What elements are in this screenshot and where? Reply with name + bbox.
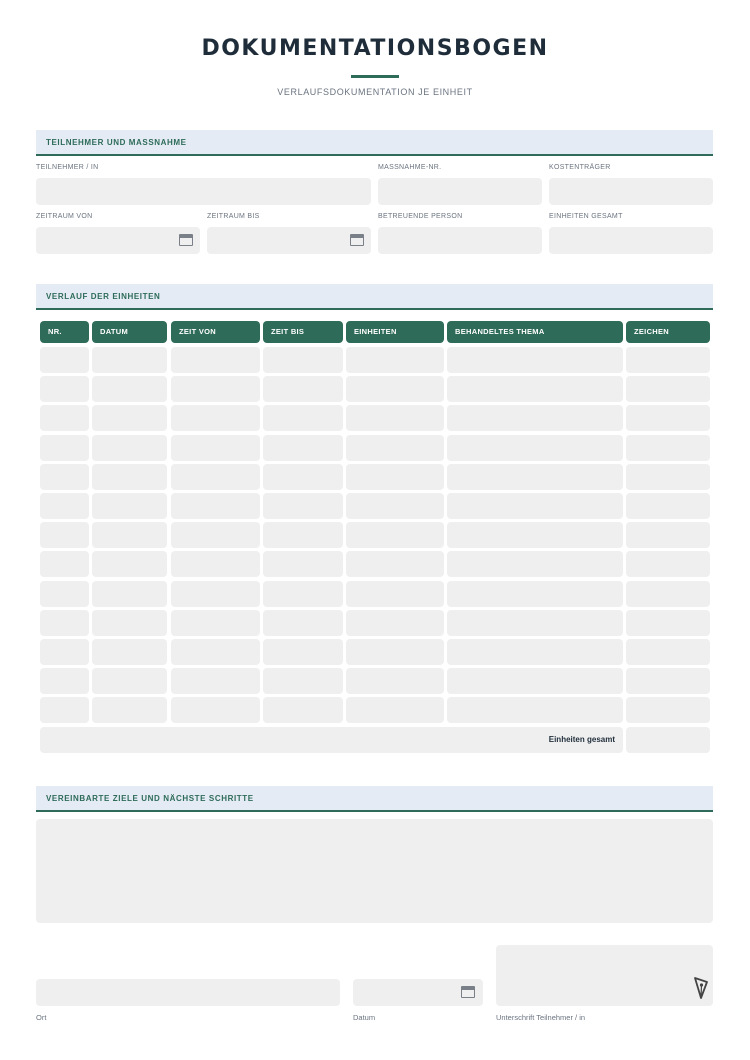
table-cell[interactable] (263, 464, 343, 490)
table-cell[interactable] (92, 435, 167, 461)
table-cell[interactable] (263, 581, 343, 607)
table-cell[interactable] (92, 551, 167, 577)
title-underline (351, 75, 399, 78)
column-header-topic: BEHANDELTES THEMA (447, 321, 623, 343)
column-header-time-from: ZEIT VON (171, 321, 260, 343)
table-cell[interactable] (346, 405, 444, 431)
table-cell[interactable] (263, 493, 343, 519)
table-cell[interactable] (171, 493, 260, 519)
table-cell[interactable] (92, 493, 167, 519)
table-cell[interactable] (626, 668, 710, 694)
table-cell[interactable] (40, 493, 89, 519)
units-total-cell[interactable] (626, 727, 710, 753)
table-cell[interactable] (626, 493, 710, 519)
table-cell[interactable] (40, 697, 89, 723)
cost-bearer-label: KOSTENTRÄGER (549, 164, 611, 171)
table-cell[interactable] (447, 551, 623, 577)
table-cell[interactable] (40, 347, 89, 373)
period-to-field[interactable] (207, 227, 371, 254)
table-cell[interactable] (626, 697, 710, 723)
table-cell[interactable] (92, 668, 167, 694)
units-total-label: EINHEITEN GESAMT (549, 213, 623, 220)
table-cell[interactable] (626, 581, 710, 607)
table-cell[interactable] (447, 435, 623, 461)
table-cell[interactable] (346, 435, 444, 461)
table-cell[interactable] (171, 522, 260, 548)
calendar-icon[interactable] (350, 234, 364, 246)
table-cell[interactable] (40, 639, 89, 665)
table-cell[interactable] (171, 697, 260, 723)
table-cell[interactable] (92, 610, 167, 636)
table-cell[interactable] (626, 610, 710, 636)
table-cell[interactable] (263, 610, 343, 636)
table-cell[interactable] (447, 493, 623, 519)
period-from-label: ZEITRAUM VON (36, 213, 93, 220)
table-cell[interactable] (92, 522, 167, 548)
supervisor-field[interactable] (378, 227, 542, 254)
table-cell[interactable] (626, 405, 710, 431)
table-cell[interactable] (626, 464, 710, 490)
table-cell[interactable] (263, 435, 343, 461)
table-cell[interactable] (92, 639, 167, 665)
table-cell[interactable] (346, 522, 444, 548)
table-cell[interactable] (626, 435, 710, 461)
table-cell[interactable] (263, 551, 343, 577)
pen-icon (693, 976, 709, 1000)
column-header-initials: ZEICHEN (626, 321, 710, 343)
page-subtitle: VERLAUFSDOKUMENTATION JE EINHEIT (277, 87, 473, 97)
table-cell[interactable] (40, 581, 89, 607)
goals-textarea[interactable] (36, 819, 713, 923)
table-cell[interactable] (171, 405, 260, 431)
table-cell[interactable] (171, 347, 260, 373)
table-cell[interactable] (346, 493, 444, 519)
cost-bearer-field[interactable] (549, 178, 713, 205)
section-header-progress: VERLAUF DER EINHEITEN (36, 284, 713, 310)
table-cell[interactable] (346, 551, 444, 577)
table-cell[interactable] (263, 522, 343, 548)
table-cell[interactable] (92, 405, 167, 431)
signature-label: Unterschrift Teilnehmer / in (496, 1013, 586, 1022)
table-cell[interactable] (40, 464, 89, 490)
table-cell[interactable] (346, 464, 444, 490)
table-cell[interactable] (447, 610, 623, 636)
table-cell[interactable] (346, 610, 444, 636)
table-cell[interactable] (40, 610, 89, 636)
table-cell[interactable] (171, 376, 260, 402)
table-cell[interactable] (171, 435, 260, 461)
table-cell[interactable] (263, 697, 343, 723)
table-cell[interactable] (346, 639, 444, 665)
table-cell[interactable] (346, 581, 444, 607)
table-cell[interactable] (92, 697, 167, 723)
table-cell[interactable] (171, 668, 260, 694)
date-label: Datum (353, 1013, 376, 1022)
table-cell[interactable] (626, 522, 710, 548)
table-cell[interactable] (171, 581, 260, 607)
signature-field[interactable] (496, 945, 713, 1006)
table-cell[interactable] (263, 347, 343, 373)
table-cell[interactable] (447, 522, 623, 548)
table-cell[interactable] (346, 668, 444, 694)
column-header-units: EINHEITEN (346, 321, 444, 343)
table-cell[interactable] (92, 347, 167, 373)
period-to-label: ZEITRAUM BIS (207, 213, 260, 220)
table-cell[interactable] (40, 435, 89, 461)
table-cell[interactable] (263, 405, 343, 431)
table-cell[interactable] (447, 668, 623, 694)
table-cell[interactable] (171, 610, 260, 636)
measure-no-label: MASSNAHME-NR. (378, 164, 442, 171)
table-cell[interactable] (447, 581, 623, 607)
table-cell[interactable] (626, 376, 710, 402)
section-header-goals: VEREINBARTE ZIELE UND NÄCHSTE SCHRITTE (36, 786, 713, 812)
table-cell[interactable] (447, 405, 623, 431)
period-from-field[interactable] (36, 227, 200, 254)
table-cell[interactable] (447, 464, 623, 490)
participant-field[interactable] (36, 178, 371, 205)
table-cell[interactable] (171, 464, 260, 490)
table-cell[interactable] (447, 347, 623, 373)
table-cell[interactable] (346, 376, 444, 402)
table-cell[interactable] (92, 376, 167, 402)
table-cell[interactable] (263, 376, 343, 402)
place-label: Ort (36, 1013, 47, 1022)
date-field[interactable] (353, 979, 483, 1006)
table-cell[interactable] (626, 347, 710, 373)
table-cell[interactable] (40, 405, 89, 431)
table-cell[interactable] (626, 639, 710, 665)
table-cell[interactable] (447, 376, 623, 402)
column-header-nr: NR. (40, 321, 89, 343)
calendar-icon[interactable] (461, 986, 475, 998)
table-cell[interactable] (626, 551, 710, 577)
table-cell[interactable] (92, 581, 167, 607)
page-title: DOKUMENTATIONSBOGEN (201, 36, 549, 61)
section-header-participant: TEILNEHMER UND MASSNAHME (36, 130, 713, 156)
table-cell[interactable] (447, 639, 623, 665)
table-cell[interactable] (92, 464, 167, 490)
column-header-time-to: ZEIT BIS (263, 321, 343, 343)
table-cell[interactable] (447, 697, 623, 723)
measure-no-field[interactable] (378, 178, 542, 205)
table-cell[interactable] (171, 551, 260, 577)
table-cell[interactable] (263, 668, 343, 694)
table-cell[interactable] (40, 376, 89, 402)
table-cell[interactable] (346, 347, 444, 373)
calendar-icon[interactable] (179, 234, 193, 246)
table-cell[interactable] (40, 551, 89, 577)
table-cell[interactable] (40, 668, 89, 694)
supervisor-label: BETREUENDE PERSON (378, 213, 463, 220)
table-cell[interactable] (40, 522, 89, 548)
units-total-field[interactable] (549, 227, 713, 254)
column-header-date: DATUM (92, 321, 167, 343)
table-cell[interactable] (263, 639, 343, 665)
place-field[interactable] (36, 979, 340, 1006)
table-cell[interactable] (171, 639, 260, 665)
table-cell[interactable] (346, 697, 444, 723)
participant-label: TEILNEHMER / IN (36, 164, 99, 171)
units-total-row: Einheiten gesamt (40, 727, 623, 753)
